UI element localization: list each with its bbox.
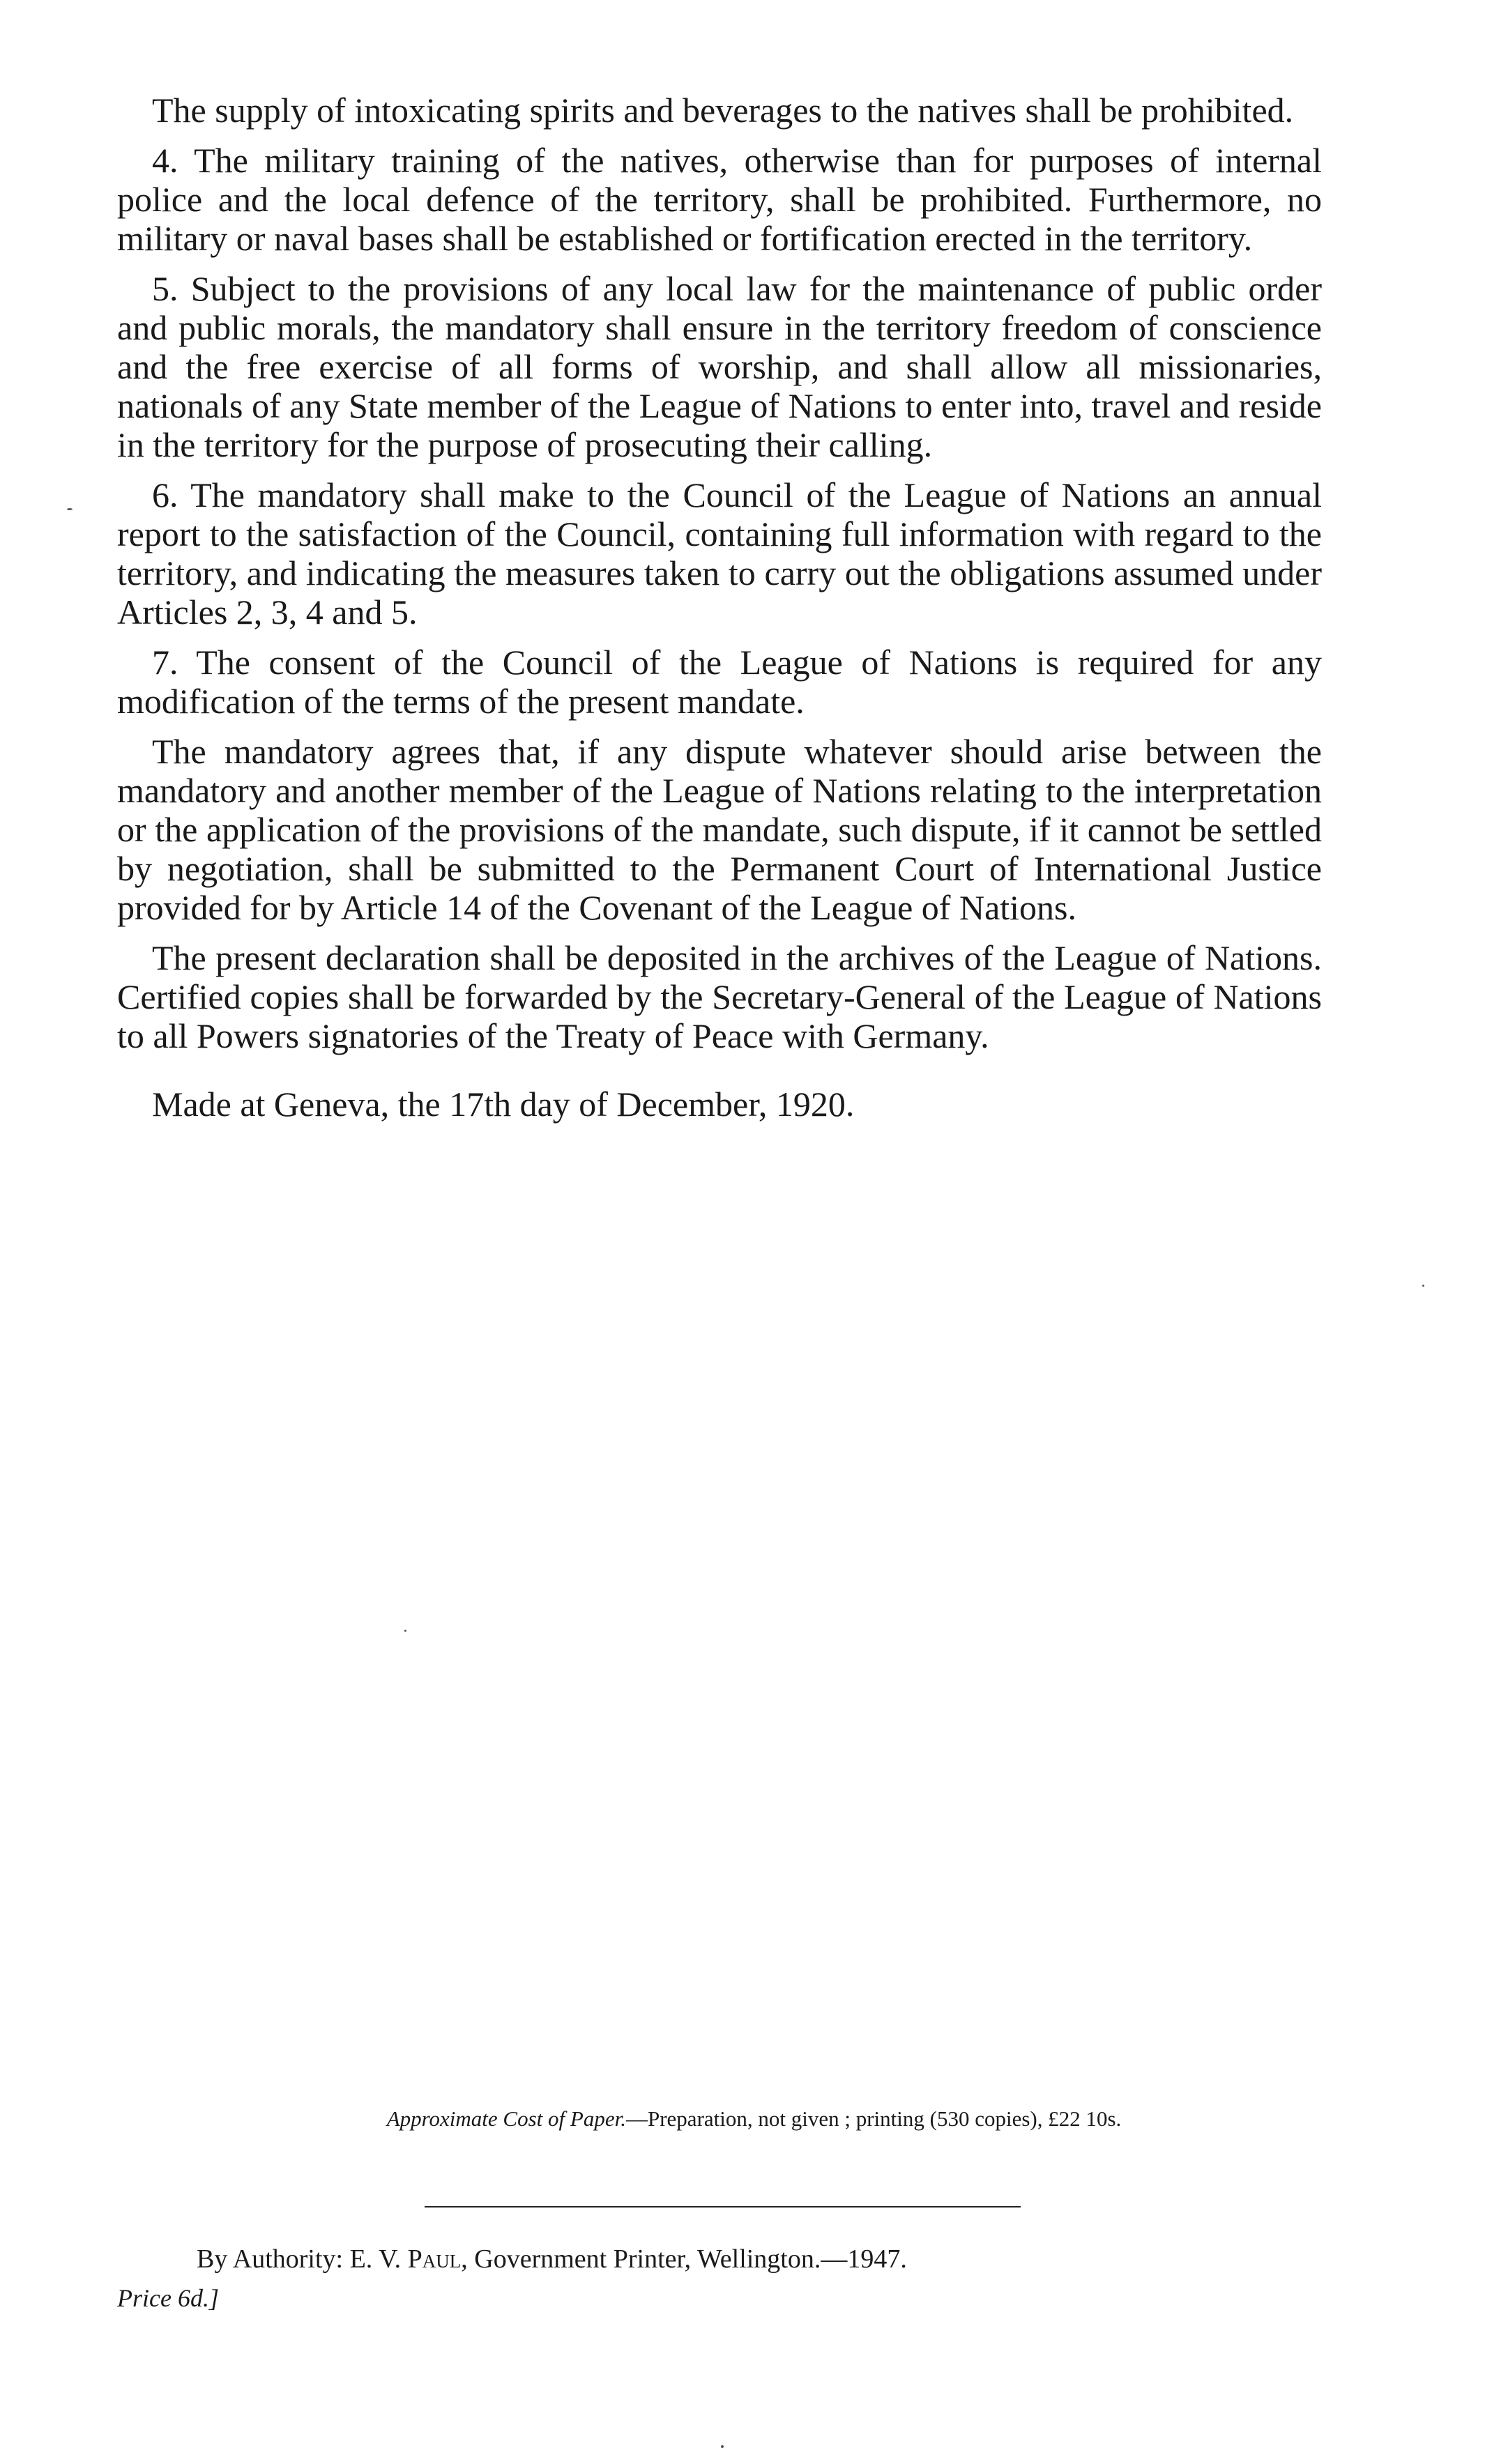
paragraph-intoxicating-spirits: The supply of intoxicating spirits and beverages to the natives shall be prohibited. [152, 91, 1294, 130]
printer-location: Government Printer, Wellington.—1947. [474, 2244, 907, 2274]
printer-authority-line [197, 2243, 907, 2275]
scan-speck [1422, 1285, 1424, 1287]
horizontal-divider [425, 2206, 1021, 2207]
paragraph-consent-of-council: 7. The consent of the Council of the League of Nations is required for any modification of the terms of the present mandate. [117, 643, 1322, 721]
price-line: Price 6d.] [117, 2284, 219, 2312]
paragraph-military-training: 4. The military training of the natives, otherwise than for purposes of internal police and the local defence of the territory, shall be prohibited. Furthermore, no military or naval bases shall be established or fortification erected in the territory. [117, 141, 1322, 258]
paragraph-annual-report: 6. The mandatory shall make to the Council of the League of Nations an annual report to the satisfaction of the Council, containing full information with regard to the territory, and indicating the measures taken to carry out the obligations assumed under Articles 2, 3, 4 and 5. [117, 475, 1322, 632]
document-body [117, 91, 1322, 1124]
paragraph-declaration-deposit: The present declaration shall be deposited in the archives of the League of Nations. Certified copies shall be forwarded by the Secretary-General of the League of Nations to all Powers signatories of the Treaty of Peace with Germany. [117, 938, 1322, 1055]
scan-speck [404, 1630, 406, 1632]
cost-label: Approximate Cost of Paper. [386, 2106, 626, 2131]
approximate-cost-note [0, 2105, 1508, 2133]
scan-speck [67, 508, 73, 510]
printer-name: E. V. Paul, [349, 2244, 468, 2274]
paragraph-dispute-resolution: The mandatory agrees that, if any dispute whatever should arise between the mandatory and another member of the League of Nations relating to the interpretation or the application of the provisions of the mandate, such dispute, if it cannot be settled by negotiation, shall be submitted to the Permanent Court of International Justice provided for by Article 14 of the Covenant of the League of Nations. [117, 732, 1322, 927]
made-at-geneva-line: Made at Geneva, the 17th day of December, 1920. [152, 1085, 855, 1124]
paragraph-freedom-of-conscience: 5. Subject to the provisions of any local law for the maintenance of public order and public morals, the mandatory shall ensure in the territory freedom of conscience and the free exercise of all forms of worship, and shall allow all missionaries, nationals of any State member of the League of Nations to enter into, travel and reside in the territory for the purpose of prosecuting their calling. [117, 269, 1322, 464]
cost-text: —Preparation, not given ; printing (530 copies), £22 10s. [625, 2106, 1122, 2131]
authority-prefix: By Authority: [197, 2244, 344, 2274]
scan-speck [721, 2445, 724, 2448]
